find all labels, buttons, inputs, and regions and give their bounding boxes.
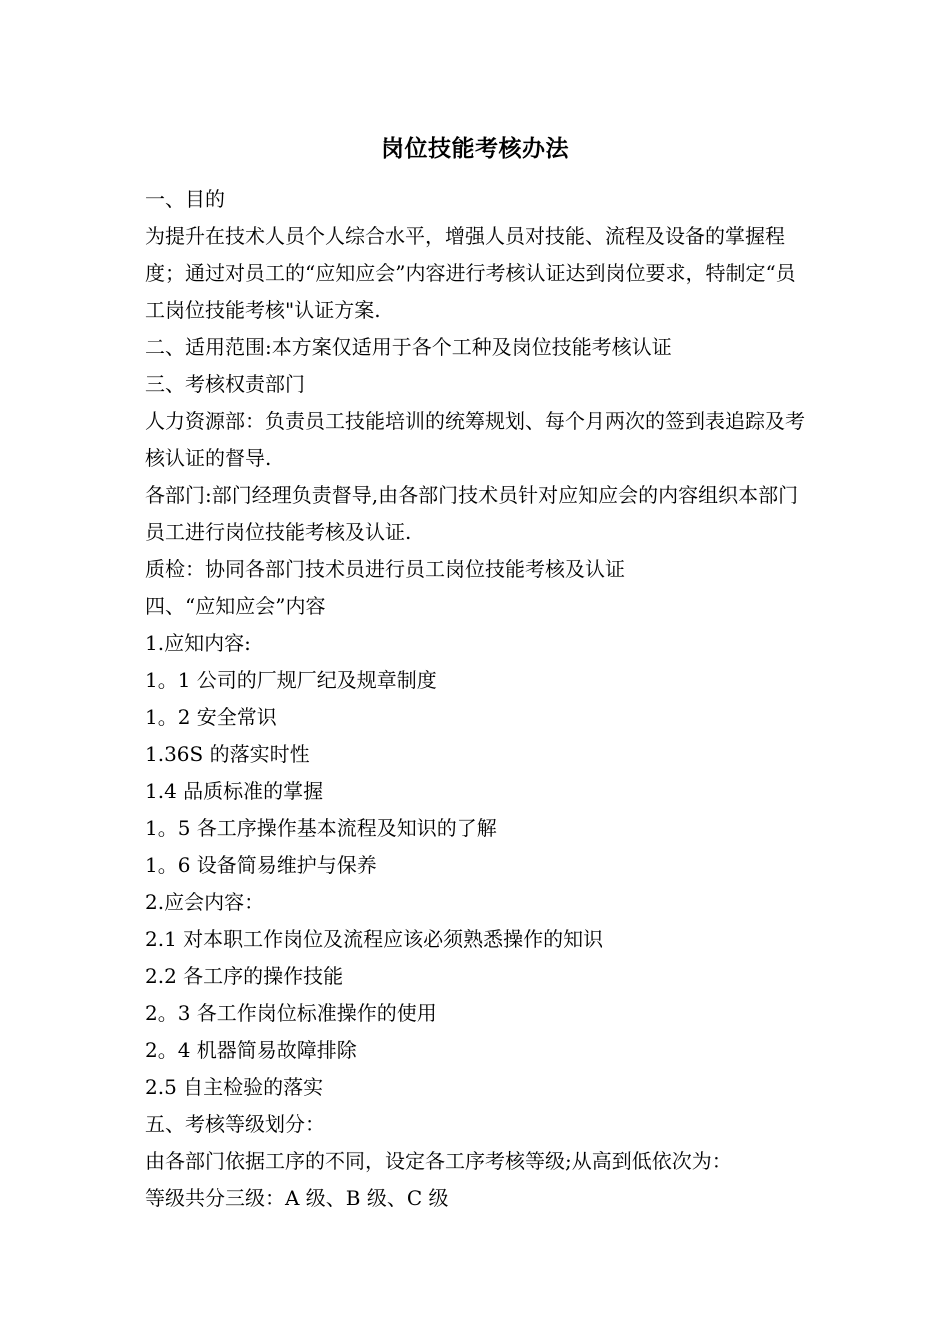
list-item: 1。2 安全常识 <box>145 705 277 729</box>
document-body <box>145 181 815 1217</box>
section-heading-grades: 五、考核等级划分： <box>145 1112 325 1136</box>
section-heading-content: 四、“应知应会”内容 <box>145 594 326 618</box>
list-item: 1。5 各工序操作基本流程及知识的了解 <box>145 816 497 840</box>
section-heading-departments: 三、考核权责部门 <box>145 372 305 396</box>
section-heading-scope: 二、适用范围:本方案仅适用于各个工种及岗位技能考核认证 <box>145 335 672 359</box>
section-heading-purpose: 一、目的 <box>145 187 225 211</box>
list-item: 1。1 公司的厂规厂纪及规章制度 <box>145 668 437 692</box>
purpose-paragraph: 为提升在技术人员个人综合水平，增强人员对技能、流程及设备的掌握程度；通过对员工的“应知应会”内容进行考核认证达到岗位要求，特制定“员工岗位技能考核"认证方案. <box>145 224 796 322</box>
list-item: 2.2 各工序的操作技能 <box>145 964 344 988</box>
list-item: 1。6 设备简易维护与保养 <box>145 853 377 877</box>
grades-paragraph: 由各部门依据工序的不同，设定各工序考核等级;从高到低依次为： <box>145 1149 732 1173</box>
list-item: 2。4 机器简易故障排除 <box>145 1038 357 1062</box>
list-item: 2。3 各工作岗位标准操作的使用 <box>145 1001 437 1025</box>
list-item: 2.1 对本职工作岗位及流程应该必须熟悉操作的知识 <box>145 927 604 951</box>
list-item: 2.5 自主检验的落实 <box>145 1075 324 1099</box>
grades-levels-paragraph: 等级共分三级：A 级、B 级、C 级 <box>145 1186 449 1210</box>
list-item: 1.36S 的落实时性 <box>145 742 310 766</box>
list-item: 1.应知内容: <box>145 631 251 655</box>
quality-inspection-paragraph: 质检：协同各部门技术员进行员工岗位技能考核及认证 <box>145 557 625 581</box>
document-title: 岗位技能考核办法 <box>381 135 569 162</box>
list-item: 2.应会内容： <box>145 890 265 914</box>
list-item: 1.4 品质标准的掌握 <box>145 779 324 803</box>
hr-department-paragraph: 人力资源部：负责员工技能培训的统筹规划、每个月两次的签到表追踪及考核认证的督导. <box>145 409 805 470</box>
departments-paragraph: 各部门:部门经理负责督导,由各部门技术员针对应知应会的内容组织本部门员工进行岗位技能考核及认证. <box>145 483 799 544</box>
